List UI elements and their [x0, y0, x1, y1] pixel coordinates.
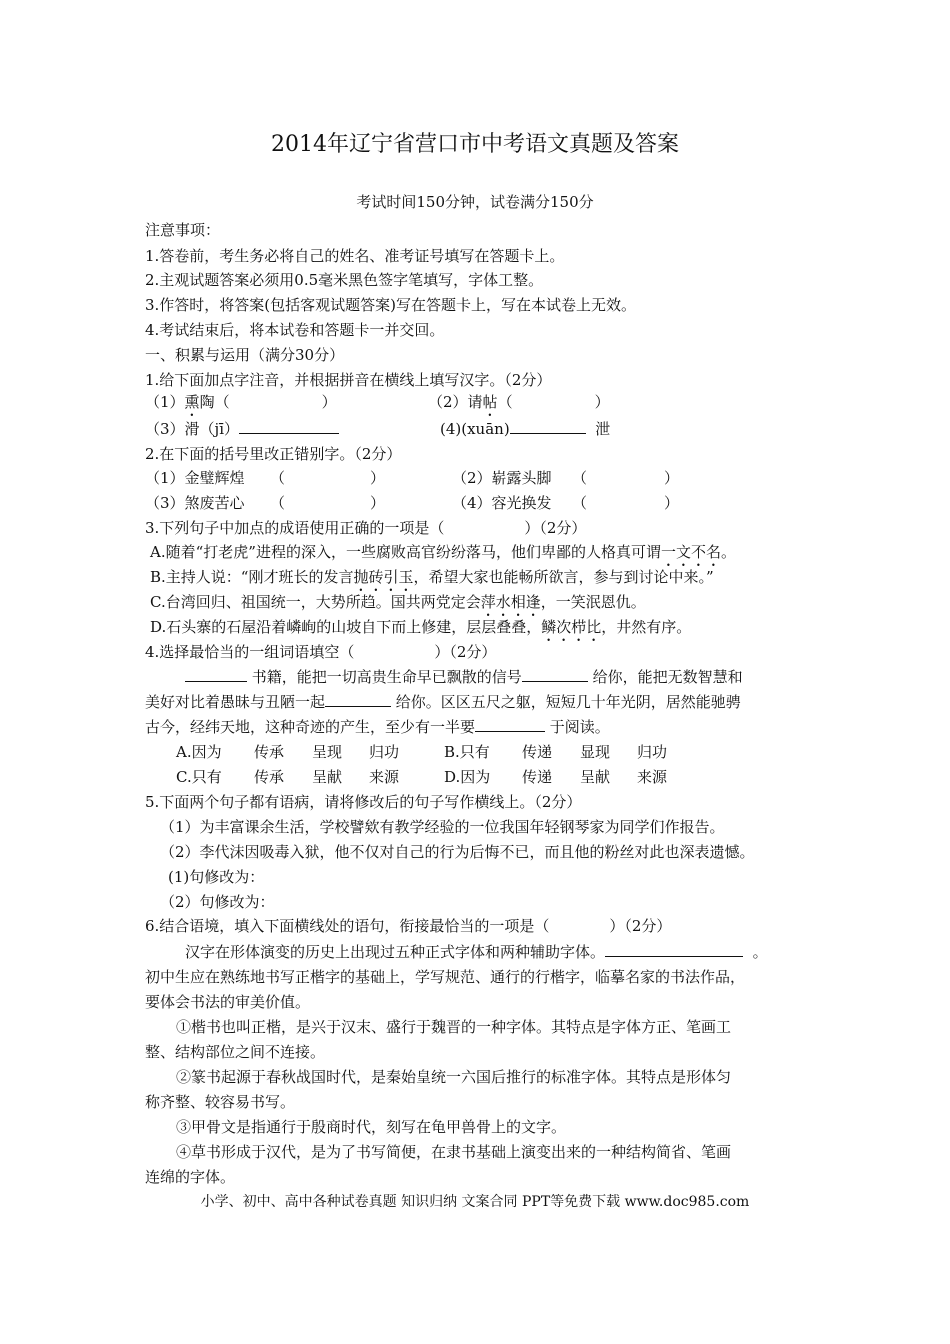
- question-2-stem: 2.在下面的括号里改正错别字。（2分）: [145, 445, 402, 463]
- question-3-stem: 3.下列句子中加点的成语使用正确的一项是（ ）（2分）: [145, 519, 587, 537]
- question-6-stem: 6.结合语境，填入下面横线处的语句，衔接最恰当的一项是（ ）（2分）: [145, 917, 672, 935]
- notice-item: 3.作答时，将答案(包括客观试题答案)写在答题卡上，写在本试卷上无效。: [145, 296, 637, 314]
- question-5-answer-2: （2）句修改为：: [160, 893, 275, 911]
- question-6-option-1: ①楷书也叫正楷，是兴于汉末、盛行于魏晋的一种字体。其特点是字体方正、笔画工: [176, 1018, 732, 1036]
- notice-item: 4.考试结束后，将本试卷和答题卡一并交回。: [145, 321, 445, 339]
- answer-blank[interactable]: [185, 667, 247, 682]
- question-1-item-c: （3）滑（jī）: [145, 419, 339, 439]
- question-2-item-c: （3）煞废苦心: [145, 494, 245, 512]
- question-5-stem: 5.下面两个句子都有语病，请将修改后的句子写作横线上。（2分）: [145, 793, 582, 811]
- question-3-option-a: A.随着“打老虎”进程的深入，一些腐败高官纷纷落马，他们卑鄙的人格真可谓一文不名。: [150, 543, 736, 561]
- question-6-option-1-cont: 整、结构部位之间不连接。: [145, 1043, 326, 1061]
- question-6-option-2: ②篆书起源于春秋战国时代，是秦始皇统一六国后推行的标准字体。其特点是形体匀: [176, 1068, 732, 1086]
- question-5-sentence-2: （2）李代沫因吸毒入狱，他不仅对自己的行为后悔不已，而且他的粉丝对此也深表遗憾。: [160, 843, 755, 861]
- bracket-close: ）: [370, 469, 386, 487]
- question-4-option-d: D.因为 传递 呈献 来源: [444, 768, 668, 786]
- question-6-option-4: ④草书形成于汉代，是为了书写简便，在隶书基础上演变出来的一种结构简省、笔画: [176, 1143, 732, 1161]
- question-5-sentence-1: （1）为丰富课余生活，学校譬欸有教学经验的一位我国年轻钢琴家为同学们作报告。: [160, 818, 725, 836]
- question-6-passage-line: 要体会书法的审美价值。: [145, 993, 311, 1011]
- answer-blank[interactable]: [475, 717, 545, 732]
- question-2-item-a: （1）金璧辉煌: [145, 469, 245, 487]
- question-2-item-b: （2）崭露头脚: [452, 469, 552, 487]
- notice-heading: 注意事项：: [145, 221, 221, 239]
- answer-blank[interactable]: [239, 419, 339, 434]
- page-footer: 小学、初中、高中各种试卷真题 知识归纳 文案合同 PPT等免费下载 www.doc985.com: [200, 1194, 750, 1210]
- question-2-item-d: （4）容光换发: [452, 494, 552, 512]
- bracket-open: （: [270, 469, 286, 487]
- question-1-stem: 1.给下面加点字注音，并根据拼音在横线上填写汉字。（2分）: [145, 371, 552, 389]
- question-4-option-a: A.因为 传承 呈现 归功: [176, 743, 400, 761]
- question-4-passage-line: 书籍，能把一切高贵生命早已飘散的信号 给你，能把无数智慧和: [185, 667, 743, 687]
- page-title: 2014年辽宁省营口市中考语文真题及答案: [271, 132, 679, 157]
- question-6-option-3: ③甲骨文是指通行于殷商时代，刻写在龟甲兽骨上的文字。: [176, 1118, 567, 1136]
- question-4-option-b: B.只有 传递 显现 归功: [444, 743, 668, 761]
- question-3-option-c: C.台湾回归、祖国统一，大势所趋。国共两党定会萍水相逢，一笑泯恩仇。: [150, 593, 646, 611]
- notice-item: 2.主观试题答案必须用0.5毫米黑色签字笔填写，字体工整。: [145, 271, 544, 289]
- answer-blank[interactable]: [510, 419, 586, 434]
- answer-blank[interactable]: [522, 667, 588, 682]
- question-1-item-d: (4)(xuān) 泄: [440, 420, 611, 438]
- question-5-answer-1: (1)句修改为：: [168, 868, 265, 886]
- section-heading: 一、积累与运用（满分30分）: [145, 346, 345, 364]
- question-6-passage-line: 初中生应在熟练地书写正楷字的基础上，学写规范、通行的行楷字，临摹名家的书法作品，: [145, 968, 746, 986]
- bracket-open: （: [270, 494, 286, 512]
- bracket-close: ）: [370, 494, 386, 512]
- notice-item: 1.答卷前，考生务必将自己的姓名、准考证号填写在答题卡上。: [145, 247, 565, 265]
- exam-info: 考试时间150分钟，试卷满分150分: [356, 193, 594, 211]
- question-3-option-b: B.主持人说：“刚才班长的发言抛砖引玉，希望大家也能畅所欲言，参与到讨论中来。”: [150, 568, 714, 586]
- question-4-passage-line: 古今，经纬天地，这种奇迹的产生，至少有一半要 于阅读。: [145, 718, 610, 736]
- question-1-item-a: （1）熏陶（ ）: [145, 393, 337, 411]
- question-6-option-2-cont: 称齐整、较容易书写。: [145, 1093, 296, 1111]
- bracket-close: ）: [664, 469, 680, 487]
- bracket-close: ）: [664, 494, 680, 512]
- bracket-open: （: [572, 469, 588, 487]
- question-6-passage-line: 汉字在形体演变的历史上出现过五种正式字体和两种辅助字体。 。: [185, 943, 768, 961]
- question-4-option-c: C.只有 传承 呈献 来源: [176, 768, 400, 786]
- question-3-option-d: D.石头寨的石屋沿着嶙峋的山坡自下而上修建，层层叠叠，鳞次栉比，井然有序。: [150, 618, 692, 636]
- answer-blank[interactable]: [605, 942, 743, 957]
- answer-blank[interactable]: [325, 692, 391, 707]
- bracket-open: （: [572, 494, 588, 512]
- question-4-stem: 4.选择最恰当的一组词语填空（ ）（2分）: [145, 643, 497, 661]
- question-4-passage-line: 美好对比着愚昧与丑陋一起 给你。区区五尺之躯，短短几十年光阴，居然能驰骋: [145, 693, 741, 711]
- question-6-option-4-cont: 连绵的字体。: [145, 1168, 236, 1186]
- question-1-item-b: （2）请帖（ ）: [428, 393, 610, 411]
